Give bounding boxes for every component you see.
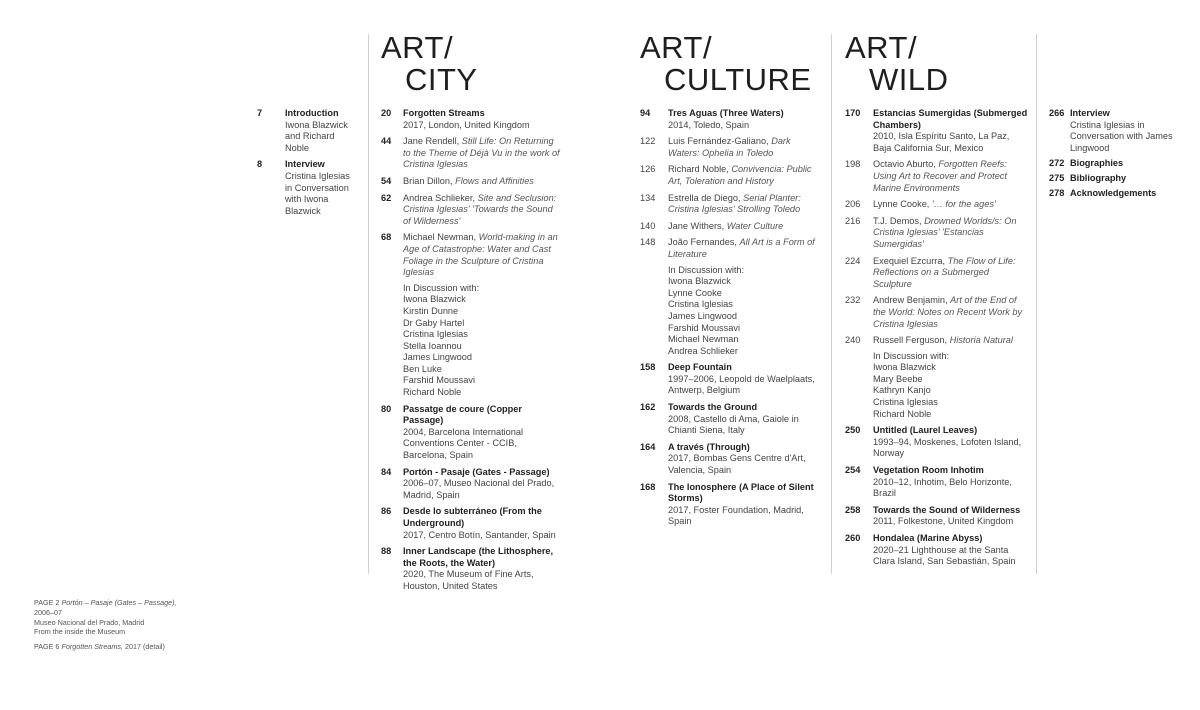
discussion-heading: In Discussion with: [668, 264, 745, 275]
column-divider-backmatter [1036, 34, 1037, 574]
page-number: 206 [845, 199, 861, 210]
page-number: 88 [381, 546, 392, 557]
entry-author: Andrew Benjamin, [873, 295, 948, 306]
entry-essay-title: '… for the ages' [931, 199, 996, 210]
entry-title: Desde lo subterráneo (From the Underground) [403, 506, 542, 528]
entry-detail: Iwona Blazwick and Richard Noble [285, 119, 348, 153]
discussion-participant: Cristina Iglesias [873, 397, 938, 408]
entry-author: Richard Noble, [668, 164, 729, 175]
discussion-participant: Dr Gaby Hartel [403, 317, 465, 328]
page-number: 198 [845, 159, 861, 170]
discussion-heading: In Discussion with: [403, 282, 480, 293]
discussion-participant: Andrea Schlieker [668, 345, 738, 356]
entry-title: Interview [1070, 108, 1110, 118]
toc-entry [640, 136, 824, 159]
page-number: 258 [845, 504, 861, 515]
intro-column [257, 108, 357, 222]
entry-essay-title: The Flow of Life: Reflections on a Submerged Sculpture [873, 255, 1016, 289]
page-number: 266 [1049, 108, 1065, 118]
toc-entry [381, 176, 561, 188]
discussion-participant: Kathryn Kanjo [873, 385, 931, 396]
toc-entry [640, 237, 824, 357]
toc-entry [640, 402, 824, 437]
entry-title: Towards the Ground [668, 402, 758, 413]
page-number: 254 [845, 465, 861, 476]
credit-label: PAGE 2 [34, 598, 60, 607]
backmatter-column [1049, 108, 1189, 203]
entry-essay-title: Art of the End of the World: Notes on Recent Work by Cristina Iglesias [873, 295, 1023, 329]
entry-author: Lynne Cooke, [873, 199, 930, 210]
column-divider-wild [831, 34, 832, 574]
credit-year: 2006–07 [34, 607, 62, 617]
discussion-participant: James Lingwood [668, 310, 737, 321]
toc-entry [845, 199, 1028, 211]
entry-author: T.J. Demos, [873, 215, 922, 226]
credit-page-2 [34, 598, 224, 637]
entry-title: The Ionosphere (A Place of Silent Storms) [668, 481, 814, 504]
page-number: 94 [640, 108, 651, 118]
page-number: 168 [640, 481, 656, 492]
entry-detail: 2020, The Museum of Fine Arts, Houston, United States [403, 569, 534, 591]
toc-entry [257, 108, 357, 154]
discussion-participant: Richard Noble [873, 408, 932, 419]
toc-entry [1049, 173, 1189, 185]
page-number: 148 [640, 237, 656, 248]
entry-detail: 2017, London, United Kingdom [403, 119, 530, 130]
discussion-participant: Michael Newman [668, 334, 739, 345]
entry-title: Estancias Sumergidas (Submerged Chambers) [873, 108, 1028, 130]
page-number: 162 [640, 402, 656, 413]
discussion-participant: Richard Noble [403, 387, 462, 398]
toc-entry [845, 465, 1028, 500]
page-number: 68 [381, 232, 392, 243]
entry-detail: Cristina Iglesias in Conversation with James Lingwood [1070, 119, 1173, 153]
heading-line-2: CITY [405, 62, 478, 97]
page-number: 84 [381, 466, 392, 477]
toc-entry [381, 467, 561, 502]
entry-title: Untitled (Laurel Leaves) [873, 425, 978, 436]
art-city-column [381, 108, 561, 598]
entry-title: A través (Through) [668, 441, 750, 452]
entry-author: Jane Rendell, [403, 136, 460, 147]
discussion-participant: Cristina Iglesias [668, 299, 733, 310]
discussion-participant: Ben Luke [403, 363, 442, 374]
entry-title: Tres Aguas (Three Waters) [668, 108, 784, 118]
entry-detail: 2008, Castello di Ama, Gaiole in Chianti Siena, Italy [668, 413, 799, 436]
entry-author: Exequiel Ezcurra, [873, 255, 946, 266]
entry-author: Andrea Schlieker, [403, 192, 476, 203]
page-number: 170 [845, 108, 861, 118]
page-number: 158 [640, 362, 656, 373]
toc-entry [381, 108, 561, 131]
discussion-list [873, 351, 1028, 421]
page-number: 20 [381, 108, 392, 118]
toc-entry [845, 533, 1028, 568]
toc-entry [845, 425, 1028, 460]
entry-title: Acknowledgements [1070, 188, 1157, 199]
heading-line-1: ART/ [845, 30, 918, 65]
page-number: 7 [257, 108, 263, 118]
entry-author: Michael Newman, [403, 232, 477, 243]
discussion-participant: Kirstin Dunne [403, 305, 459, 316]
entry-essay-title: Water Culture [726, 220, 784, 231]
credit-title: Forgotten Streams, [61, 642, 123, 652]
entry-detail: 2004, Barcelona International Conventions Center - CCIB, Barcelona, Spain [403, 426, 524, 461]
credit-detail: 2017 (detail) [124, 642, 165, 652]
toc-entry [640, 193, 824, 216]
toc-entry [381, 506, 561, 541]
page-number: 278 [1049, 188, 1065, 199]
toc-entry [845, 335, 1028, 420]
entry-essay-title: Flows and Affinities [455, 175, 534, 186]
page-number: 134 [640, 192, 656, 203]
entry-essay-title: All Art is a Form of Literature [668, 237, 815, 259]
toc-entry [845, 256, 1028, 291]
page-number: 80 [381, 403, 392, 414]
page-number: 122 [640, 136, 656, 147]
section-heading-art-city [381, 32, 478, 96]
toc-entry [845, 159, 1028, 194]
toc-entry [1049, 158, 1189, 170]
entry-essay-title: Still Life: On Returning to the Theme of Déjà Vu in the work of Cristina Iglesias [403, 136, 560, 170]
entry-detail: 2014, Toledo, Spain [668, 119, 750, 130]
page-number: 240 [845, 335, 861, 346]
discussion-heading: In Discussion with: [873, 350, 950, 361]
entry-detail: 2017, Bombas Gens Centre d'Art, Valencia, Spain [668, 453, 806, 476]
art-wild-column [845, 108, 1028, 573]
entry-title: Forgotten Streams [403, 108, 485, 118]
page-number: 54 [381, 175, 392, 186]
entry-title: Bibliography [1070, 172, 1127, 183]
toc-entry [845, 108, 1028, 154]
page-number: 260 [845, 533, 861, 543]
entry-detail: Cristina Iglesias in Conversation with Iwona Blazwick [285, 170, 350, 216]
heading-line-1: ART/ [640, 30, 713, 65]
toc-entry [640, 362, 824, 397]
entry-author: Estrella de Diego, [668, 192, 741, 203]
page-number: 62 [381, 192, 392, 203]
entry-detail: 2017, Centro Botín, Santander, Spain [403, 529, 556, 540]
toc-entry [640, 221, 824, 233]
entry-essay-title: Historia Natural [949, 335, 1013, 346]
toc-entry [1049, 108, 1189, 154]
discussion-list [403, 283, 561, 399]
discussion-participant: Iwona Blazwick [668, 276, 731, 287]
toc-entry [640, 442, 824, 477]
entry-title: Biographies [1070, 157, 1124, 168]
discussion-participant: Iwona Blazwick [403, 294, 466, 305]
page-number: 250 [845, 425, 861, 436]
entry-detail: 1997–2006, Leopold de Waelplaats, Antwerp, Belgium [668, 373, 815, 396]
entry-author: Russell Ferguson, [873, 335, 948, 346]
entry-essay-title: Forgotten Reefs: Using Art to Recover and Protect Marine Environments [873, 159, 1007, 193]
page-number: 232 [845, 295, 861, 306]
section-heading-art-culture [640, 32, 812, 96]
credit-title: Portón – Pasaje (Gates – Passage), [61, 598, 177, 607]
toc-entry [640, 164, 824, 187]
credit-page-6 [34, 642, 224, 652]
entry-essay-title: World-making in an Age of Catastrophe: Water and Cast Foliage in the Sculpture of Cristina Iglesias [403, 232, 558, 278]
entry-author: Jane Withers, [668, 220, 725, 231]
art-culture-column [640, 108, 824, 533]
toc-entry [845, 216, 1028, 251]
toc-entry [640, 482, 824, 528]
page-number: 272 [1049, 157, 1065, 168]
column-divider-city [368, 34, 369, 574]
entry-author: João Fernandes, [668, 237, 737, 248]
page-number: 224 [845, 255, 861, 266]
credit-label: PAGE 6 [34, 642, 60, 652]
entry-title: Passatge de coure (Copper Passage) [403, 403, 522, 426]
page-number: 8 [257, 159, 263, 170]
entry-detail: 2017, Foster Foundation, Madrid, Spain [668, 504, 804, 527]
heading-line-2: WILD [869, 62, 949, 97]
toc-entry [845, 505, 1028, 528]
discussion-participant: Lynne Cooke [668, 287, 722, 298]
page-number: 126 [640, 164, 656, 175]
entry-title: Towards the Sound of Wilderness [873, 504, 1021, 515]
page-number: 140 [640, 220, 656, 231]
discussion-participant: Farshid Moussavi [403, 375, 475, 386]
entry-detail: 2006–07, Museo Nacional del Prado, Madrid, Spain [403, 478, 555, 500]
entry-essay-title: Dark Waters: Ophelia in Toledo [668, 136, 791, 158]
heading-line-2: CULTURE [664, 62, 812, 97]
discussion-participant: Farshid Moussavi [668, 322, 740, 333]
toc-entry [381, 546, 561, 592]
entry-title: Deep Fountain [668, 362, 732, 373]
page-number: 86 [381, 506, 392, 517]
toc-entry [640, 108, 824, 131]
entry-essay-title: Drowned Worlds/s: On Cristina Iglesias' 'Estancias Sumergidas' [873, 215, 1017, 249]
entry-detail: 2011, Folkestone, United Kingdom [873, 516, 1014, 527]
toc-entry [381, 232, 561, 398]
credit-place: Museo Nacional del Prado, Madrid [34, 617, 145, 627]
entry-title: Portón - Pasaje (Gates - Passage) [403, 466, 550, 477]
page-number: 164 [640, 441, 656, 452]
toc-entry [1049, 188, 1189, 200]
entry-title: Introduction [285, 108, 339, 118]
discussion-participant: Stella Ioannou [403, 340, 462, 351]
entry-title: Vegetation Room Inhotim [873, 465, 984, 476]
page-number: 216 [845, 215, 861, 226]
page-number: 44 [381, 136, 392, 147]
entry-author: Brian Dillon, [403, 175, 453, 186]
entry-essay-title: Convivencia: Public Art, Toleration and History [668, 164, 812, 186]
discussion-participant: James Lingwood [403, 352, 472, 363]
discussion-participant: Cristina Iglesias [403, 329, 468, 340]
toc-entry [845, 295, 1028, 330]
section-heading-art-wild [845, 32, 949, 96]
discussion-list [668, 265, 824, 358]
heading-line-1: ART/ [381, 30, 454, 65]
discussion-participant: Iwona Blazwick [873, 362, 936, 373]
entry-detail: 2020–21 Lighthouse at the Santa Clara Island, San Sebastián, Spain [873, 544, 1016, 567]
discussion-participant: Mary Beebe [873, 373, 923, 384]
entry-essay-title: Site and Seclusion: Cristina Iglesias' 'Towards the Sound of Wilderness' [403, 192, 557, 226]
entry-essay-title: Serial Planter: Cristina Iglesias' Strolling Toledo [668, 192, 801, 215]
entry-detail: 2010–12, Inhotim, Belo Horizonte, Brazil [873, 476, 1012, 499]
entry-title: Interview [285, 159, 325, 170]
entry-detail: 1993–94, Moskenes, Lofoten Island, Norway [873, 436, 1022, 459]
entry-author: Octavio Aburto, [873, 159, 936, 170]
entry-title: Hondalea (Marine Abyss) [873, 533, 983, 543]
entry-detail: 2010, Isla Espíritu Santo, La Paz, Baja California Sur, Mexico [873, 131, 1010, 153]
image-credits [34, 598, 224, 657]
toc-entry [257, 159, 357, 217]
entry-title: Inner Landscape (the Lithosphere, the Roots, the Water) [403, 546, 554, 568]
credit-note: From the inside the Museum [34, 627, 126, 637]
page-number: 275 [1049, 172, 1065, 183]
toc-entry [381, 193, 561, 228]
toc-entry [381, 136, 561, 171]
toc-entry [381, 404, 561, 462]
entry-author: Luis Fernández-Galiano, [668, 136, 769, 147]
